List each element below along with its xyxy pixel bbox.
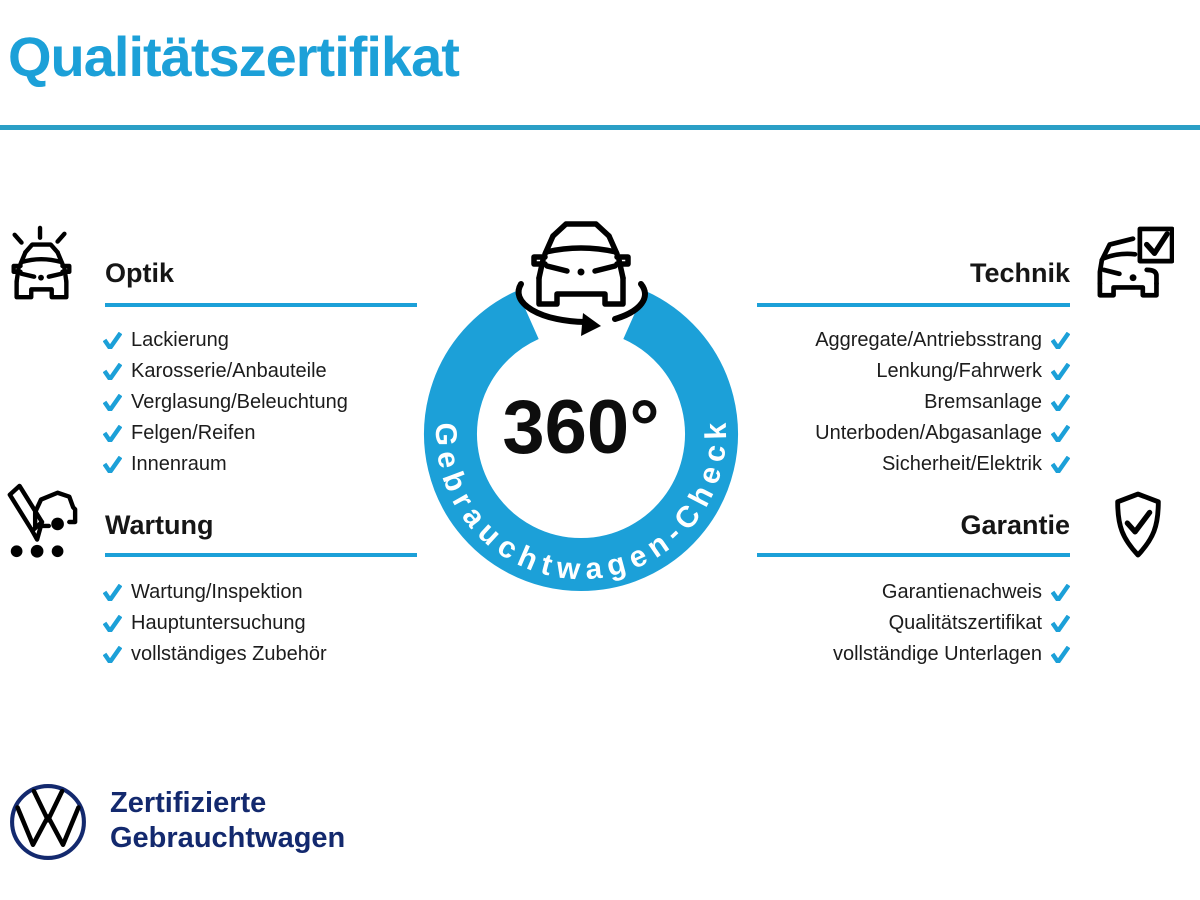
- check-item-label: vollständiges Zubehör: [131, 643, 327, 665]
- section-title-technik: Technik: [969, 258, 1070, 288]
- section-title-garantie: Garantie: [960, 510, 1070, 540]
- header-rule: [0, 125, 1200, 130]
- check-item-label: Karosserie/Anbauteile: [131, 360, 327, 382]
- check-item: [660, 639, 1070, 670]
- section-title-wartung: Wartung: [105, 510, 214, 540]
- footer-wordmark-line1: Zertifizierte: [110, 787, 267, 819]
- check-item-label: Aggregate/Antriebsstrang: [815, 329, 1042, 351]
- check-item-label: Hauptuntersuchung: [131, 612, 306, 634]
- check-icon: [103, 456, 122, 473]
- car-rotation-icon: [519, 224, 645, 336]
- car-checklist-icon: [1096, 226, 1174, 306]
- shield-check-icon: [1108, 490, 1168, 562]
- badge-degree-label: 360°: [502, 385, 660, 470]
- badge-ring-text: Gebrauchtwagen-Check: [428, 422, 734, 587]
- car-front-shine-icon: [2, 222, 80, 308]
- vw-logo: [8, 782, 88, 862]
- footer-wordmark: [110, 786, 345, 856]
- check-item: [660, 356, 1070, 387]
- service-pencil-car-icon: [2, 482, 80, 562]
- section-underline-technik: [757, 303, 1070, 307]
- check-icon: [103, 394, 122, 411]
- check-icon: [103, 584, 122, 601]
- check-item: [103, 356, 348, 387]
- check-icon: [1051, 615, 1070, 632]
- check-item: [103, 418, 348, 449]
- check-item: [103, 639, 327, 670]
- check-item-label: Lenkung/Fahrwerk: [876, 360, 1042, 382]
- check-icon: [1051, 425, 1070, 442]
- technik-list: [660, 325, 1070, 480]
- check-item-label: Wartung/Inspektion: [131, 581, 303, 603]
- check-icon: [103, 425, 122, 442]
- check-icon: [103, 332, 122, 349]
- check-item-label: Lackierung: [131, 329, 229, 351]
- check-item-label: Felgen/Reifen: [131, 422, 256, 444]
- check-item: [660, 449, 1070, 480]
- section-underline-garantie: [757, 553, 1070, 557]
- section-underline-optik: [105, 303, 417, 307]
- check-icon: [103, 363, 122, 380]
- wartung-list: [103, 577, 327, 670]
- check-item: [660, 418, 1070, 449]
- check-item-label: Verglasung/Beleuchtung: [131, 391, 348, 413]
- check-item: [660, 577, 1070, 608]
- optik-list: [103, 325, 348, 480]
- check-item-label: Bremsanlage: [924, 391, 1042, 413]
- check-item-label: vollständige Unterlagen: [832, 643, 1042, 665]
- check-item-label: Qualitätszertifikat: [888, 612, 1042, 634]
- check-icon: [1051, 456, 1070, 473]
- footer-wordmark-line2: Gebrauchtwagen: [110, 822, 346, 854]
- garantie-list: [660, 577, 1070, 670]
- section-underline-wartung: [105, 553, 417, 557]
- check-item: [660, 387, 1070, 418]
- check-item: [103, 387, 348, 418]
- check-icon: [103, 646, 122, 663]
- check-icon: [1051, 363, 1070, 380]
- check-icon: [103, 615, 122, 632]
- check-item: [103, 449, 348, 480]
- check-item-label: Unterboden/Abgasanlage: [815, 422, 1042, 444]
- section-title-optik: Optik: [105, 258, 175, 288]
- page-title: Qualitätszertifikat: [8, 25, 459, 88]
- check-item: [103, 608, 327, 639]
- check-icon: [1051, 332, 1070, 349]
- check-icon: [1051, 394, 1070, 411]
- check-item-label: Garantienachweis: [881, 581, 1042, 603]
- check-icon: [1051, 584, 1070, 601]
- check-item-label: Sicherheit/Elektrik: [881, 453, 1042, 475]
- check-item: [660, 325, 1070, 356]
- check-item: [103, 325, 348, 356]
- check-item-label: Innenraum: [131, 453, 227, 475]
- check-item: [103, 577, 327, 608]
- check-icon: [1051, 646, 1070, 663]
- check-item: [660, 608, 1070, 639]
